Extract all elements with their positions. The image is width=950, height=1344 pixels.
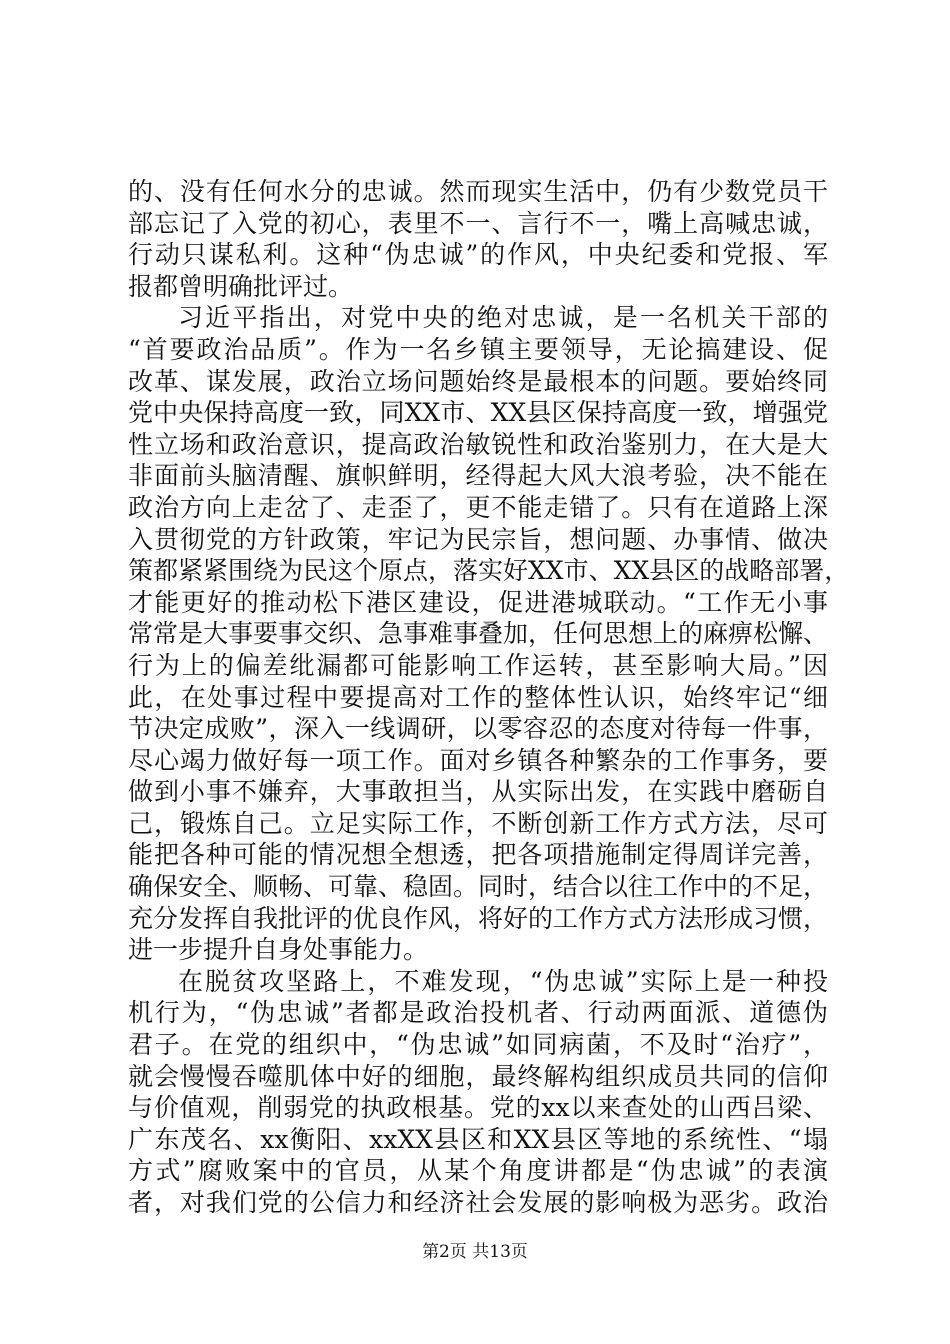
text-line: 就会慢慢吞噬肌体中好的细胞，最终解构组织成员共同的信仰 — [128, 1061, 828, 1091]
text-line: 确保安全、顺畅、可靠、稳固。同时，结合以往工作中的不足， — [128, 872, 829, 902]
text-line: 能把各种可能的情况想全想透，把各项措施制定得周详完善， — [128, 840, 828, 870]
text-line: “首要政治品质”。作为一名乡镇主要领导，无论搞建设、促 — [128, 334, 828, 364]
text-line: 广东茂名、xx衡阳、xxXX县区和XX县区等地的系统性、“塌 — [128, 1124, 828, 1154]
text-line: 行为上的偏差纰漏都可能影响工作运转，甚至影响大局。”因 — [128, 650, 828, 680]
text-line: 习近平指出，对党中央的绝对忠诚，是一名机关干部的 — [178, 303, 828, 333]
text-line: 性立场和政治意识，提高政治敏锐性和政治鉴别力，在大是大 — [128, 429, 828, 459]
text-line: 常常是大事要事交织、急事难事叠加，任何思想上的麻痹松懈、 — [128, 619, 829, 649]
text-line: 进一步提升自身处事能力。 — [128, 935, 429, 965]
text-line: 机行为，“伪忠诚”者都是政治投机者、行动两面派、道德伪 — [128, 998, 828, 1028]
text-line: 此，在处事过程中要提高对工作的整体性认识，始终牢记“细 — [128, 682, 828, 712]
text-line: 节决定成败”，深入一线调研，以零容忍的态度对待每一件事， — [128, 714, 828, 744]
text-line: 与价值观，削弱党的执政根基。党的xx以来查处的山西吕梁、 — [128, 1093, 828, 1123]
text-line: 报都曾明确批评过。 — [128, 271, 354, 301]
text-line: 尽心竭力做好每一项工作。面对乡镇各种繁杂的工作事务，要 — [128, 745, 828, 775]
document-body — [128, 176, 850, 1219]
page-footer: 第2页 共13页 — [422, 1242, 528, 1262]
text-line: 策都紧紧围绕为民这个原点，落实好XX市、XX县区的战略部署， — [128, 556, 850, 586]
text-line: 君子。在党的组织中，“伪忠诚”如同病菌，不及时“治疗”， — [128, 1030, 828, 1060]
text-line: 行动只谋私利。这种“伪忠诚”的作风，中央纪委和党报、军 — [128, 240, 828, 270]
text-line: 党中央保持高度一致，同XX市、XX县区保持高度一致，增强党 — [128, 398, 828, 428]
text-line: 部忘记了入党的初心，表里不一、言行不一，嘴上高喊忠诚， — [128, 208, 828, 238]
text-line: 做到小事不嫌弃，大事敢担当，从实际出发，在实践中磨砺自 — [128, 777, 828, 807]
text-line: 充分发挥自我批评的优良作风，将好的工作方式方法形成习惯， — [128, 903, 829, 933]
text-line: 己，锻炼自己。立足实际工作，不断创新工作方式方法，尽可 — [128, 808, 828, 838]
text-line: 者，对我们党的公信力和经济社会发展的影响极为恶劣。政治 — [128, 1188, 828, 1217]
text-line: 政治方向上走岔了、走歪了，更不能走错了。只有在道路上深 — [128, 492, 828, 522]
text-line: 的、没有任何水分的忠诚。然而现实生活中，仍有少数党员干 — [128, 177, 828, 206]
text-line: 非面前头脑清醒、旗帜鲜明，经得起大风大浪考验，决不能在 — [128, 461, 828, 491]
text-line: 在脱贫攻坚路上，不难发现，“伪忠诚”实际上是一种投 — [178, 966, 828, 996]
text-line: 方式”腐败案中的官员，从某个角度讲都是“伪忠诚”的表演 — [128, 1156, 828, 1186]
text-line: 改革、谋发展，政治立场问题始终是最根本的问题。要始终同 — [128, 366, 828, 396]
text-line: 才能更好的推动松下港区建设，促进港城联动。“工作无小事 — [128, 587, 828, 617]
text-line: 入贯彻党的方针政策，牢记为民宗旨，想问题、办事情、做决 — [128, 524, 828, 554]
